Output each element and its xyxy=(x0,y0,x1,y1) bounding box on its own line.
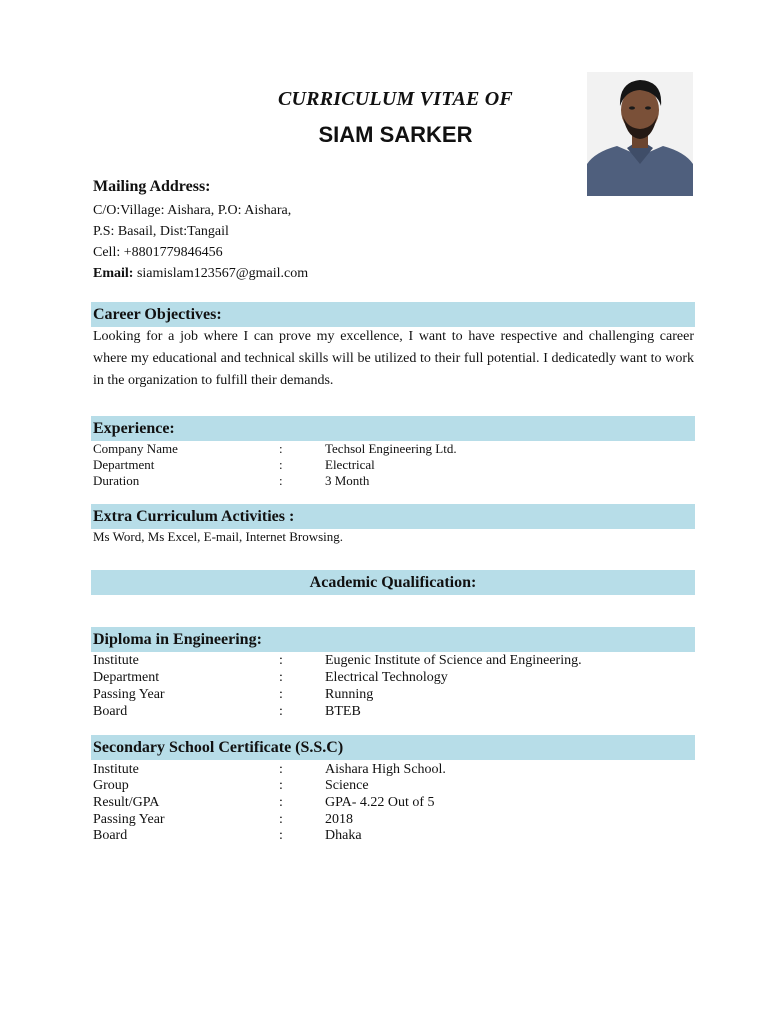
address-line-2: P.S: Basail, Dist:Tangail xyxy=(93,224,229,239)
cell-number: Cell: +8801779846456 xyxy=(93,245,223,260)
diploma-row xyxy=(93,704,693,720)
ssc-row xyxy=(93,762,693,778)
address-line-1: C/O:Village: Aishara, P.O: Aishara, xyxy=(93,203,292,218)
row-label: Board xyxy=(93,704,128,719)
ssc-heading: Secondary School Certificate (S.S.C) xyxy=(91,735,695,760)
row-colon: : xyxy=(279,795,283,810)
row-label: Institute xyxy=(93,653,139,668)
row-value: 2018 xyxy=(325,812,353,827)
ssc-row xyxy=(93,778,693,794)
profile-photo xyxy=(587,72,693,196)
ssc-row xyxy=(93,828,693,844)
row-colon: : xyxy=(279,778,283,793)
experience-heading: Experience: xyxy=(91,416,695,441)
cv-title: CURRICULUM VITAE OF xyxy=(278,88,513,110)
row-colon: : xyxy=(279,473,283,488)
row-value: Electrical xyxy=(325,457,375,472)
row-value: Aishara High School. xyxy=(325,762,446,777)
email-value: siamislam123567@gmail.com xyxy=(136,266,309,281)
row-colon: : xyxy=(279,653,283,668)
diploma-row xyxy=(93,670,693,686)
row-colon: : xyxy=(279,687,283,702)
profile-photo-image xyxy=(587,72,693,196)
row-label: Group xyxy=(93,778,129,793)
email-label: Email: xyxy=(93,266,134,281)
mailing-address-heading: Mailing Address: xyxy=(93,178,211,195)
email-line xyxy=(93,266,308,282)
row-label: Department xyxy=(93,670,160,685)
row-colon: : xyxy=(279,670,283,685)
row-label: Department xyxy=(93,457,155,472)
diploma-heading: Diploma in Engineering: xyxy=(91,627,695,652)
row-label: Company Name xyxy=(93,441,178,456)
row-label: Passing Year xyxy=(93,687,165,702)
career-objectives-heading: Career Objectives: xyxy=(91,302,695,327)
row-label: Result/GPA xyxy=(93,795,160,810)
row-label: Duration xyxy=(93,473,140,488)
row-value: Dhaka xyxy=(325,828,362,843)
experience-row xyxy=(93,457,693,473)
experience-row xyxy=(93,473,693,489)
row-label: Passing Year xyxy=(93,812,165,827)
row-value: 3 Month xyxy=(325,473,370,488)
row-colon: : xyxy=(279,704,283,719)
extra-curriculum-heading: Extra Curriculum Activities : xyxy=(91,504,695,529)
row-colon: : xyxy=(279,828,283,843)
diploma-row xyxy=(93,687,693,703)
row-colon: : xyxy=(279,441,283,456)
diploma-row xyxy=(93,653,693,669)
row-label: Institute xyxy=(93,762,139,777)
extra-curriculum-text: Ms Word, Ms Excel, E-mail, Internet Browsing. xyxy=(93,529,344,544)
candidate-name: SIAM SARKER xyxy=(318,122,473,147)
row-value: Eugenic Institute of Science and Engineering. xyxy=(325,653,582,668)
row-value: Techsol Engineering Ltd. xyxy=(325,441,457,456)
row-colon: : xyxy=(279,812,283,827)
ssc-row xyxy=(93,795,693,811)
row-value: Electrical Technology xyxy=(325,670,448,685)
row-label: Board xyxy=(93,828,128,843)
row-colon: : xyxy=(279,762,283,777)
career-objectives-text: Looking for a job where I can prove my excellence, I want to have respective and challenging career where my educational and technical skills will be utilized to their full potential. I dedicatedly want to work in the organization to fulfill their demands. xyxy=(93,329,694,388)
row-colon: : xyxy=(279,457,283,472)
row-value: BTEB xyxy=(325,704,361,719)
ssc-row xyxy=(93,812,693,828)
experience-row xyxy=(93,441,693,457)
academic-qualification-heading: Academic Qualification: xyxy=(91,570,695,595)
row-value: Science xyxy=(325,778,369,793)
row-value: Running xyxy=(325,687,374,702)
row-value: GPA- 4.22 Out of 5 xyxy=(325,795,435,810)
